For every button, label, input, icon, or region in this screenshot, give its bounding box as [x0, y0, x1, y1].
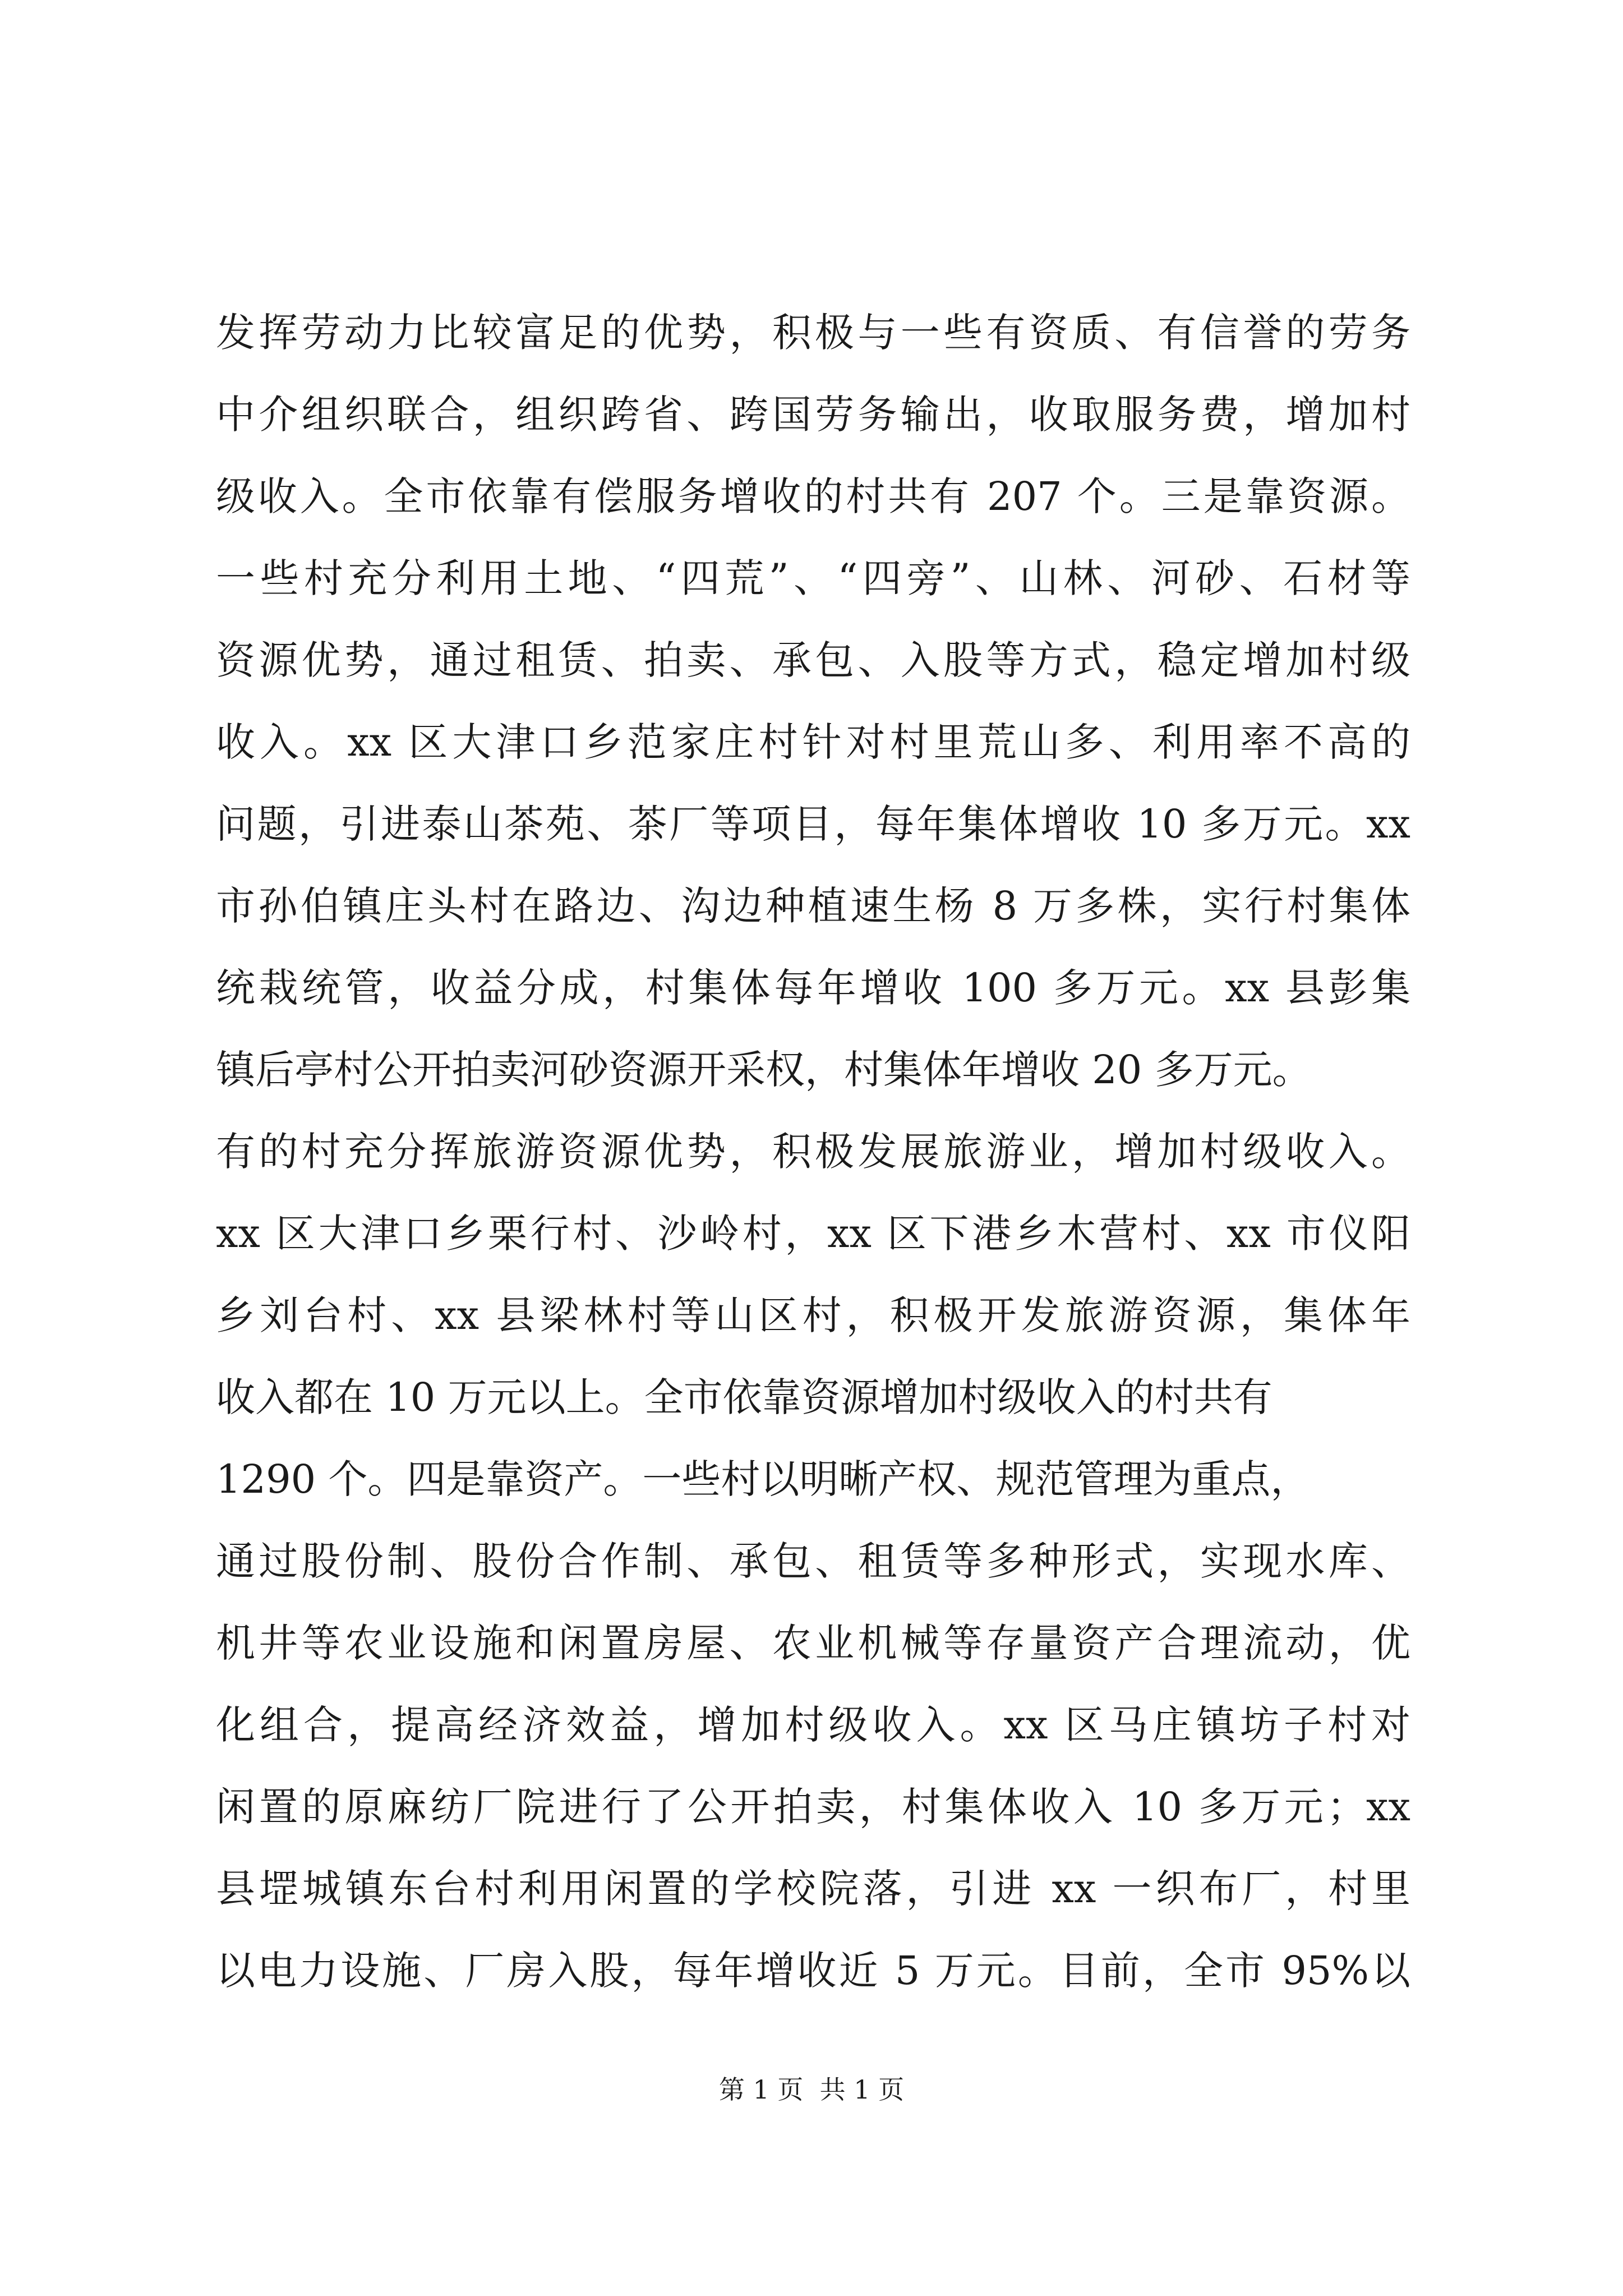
text-line: 机井等农业设施和闲置房屋、农业机械等存量资产合理流动，优 — [216, 1620, 1410, 1666]
text-line: 通过股份制、股份合作制、承包、租赁等多种形式，实现水库、 — [216, 1538, 1410, 1584]
page-footer — [0, 2073, 1623, 2106]
text-line: 资源优势，通过租赁、拍卖、承包、入股等方式，稳定增加村级 — [216, 637, 1410, 683]
text-line: 一些村充分利用土地、“四荒”、“四旁”、山林、河砂、石材等 — [216, 555, 1410, 601]
text-line: 镇后亭村公开拍卖河砂资源开采权，村集体年增收 20 多万元。 — [216, 1047, 1312, 1093]
text-line: 收入都在 10 万元以上。全市依靠资源增加村级收入的村共有 — [216, 1374, 1272, 1420]
text-line: 闲置的原麻纺厂院进行了公开拍卖，村集体收入 10 多万元；xx — [216, 1784, 1410, 1830]
text-line: 以电力设施、厂房入股，每年增收近 5 万元。目前，全市 95%以 — [216, 1948, 1410, 1994]
body-paragraph — [216, 292, 1410, 2012]
text-line: 有的村充分挥旅游资源优势，积极发展旅游业，增加村级收入。 — [216, 1129, 1410, 1175]
text-line: 问题，引进泰山茶苑、茶厂等项目，每年集体增收 10 多万元。xx — [216, 801, 1410, 847]
text-line: 中介组织联合，组织跨省、跨国劳务输出，收取服务费，增加村 — [216, 392, 1410, 438]
text-line: 市孙伯镇庄头村在路边、沟边种植速生杨 8 万多株，实行村集体 — [216, 883, 1410, 929]
text-line: 1290 个。四是靠资产。一些村以明晰产权、规范管理为重点， — [216, 1456, 1310, 1502]
text-line: 收入。xx 区大津口乡范家庄村针对村里荒山多、利用率不高的 — [216, 719, 1410, 765]
text-line: 统栽统管，收益分成，村集体每年增收 100 多万元。xx 县彭集 — [216, 965, 1410, 1011]
text-line: 乡刘台村、xx 县梁林村等山区村，积极开发旅游资源，集体年 — [216, 1292, 1410, 1338]
text-line: 级收入。全市依靠有偿服务增收的村共有 207 个。三是靠资源。 — [216, 473, 1410, 519]
text-line: 化组合，提高经济效益，增加村级收入。xx 区马庄镇坊子村对 — [216, 1702, 1410, 1748]
text-line: 县堽城镇东台村利用闲置的学校院落，引进 xx 一织布厂，村里 — [216, 1866, 1410, 1912]
text-line: xx 区大津口乡栗行村、沙岭村，xx 区下港乡木营村、xx 市仪阳 — [216, 1211, 1410, 1257]
page-number: 第 1 页 共 1 页 — [718, 2074, 905, 2105]
text-line: 发挥劳动力比较富足的优势，积极与一些有资质、有信誉的劳务 — [216, 310, 1410, 356]
